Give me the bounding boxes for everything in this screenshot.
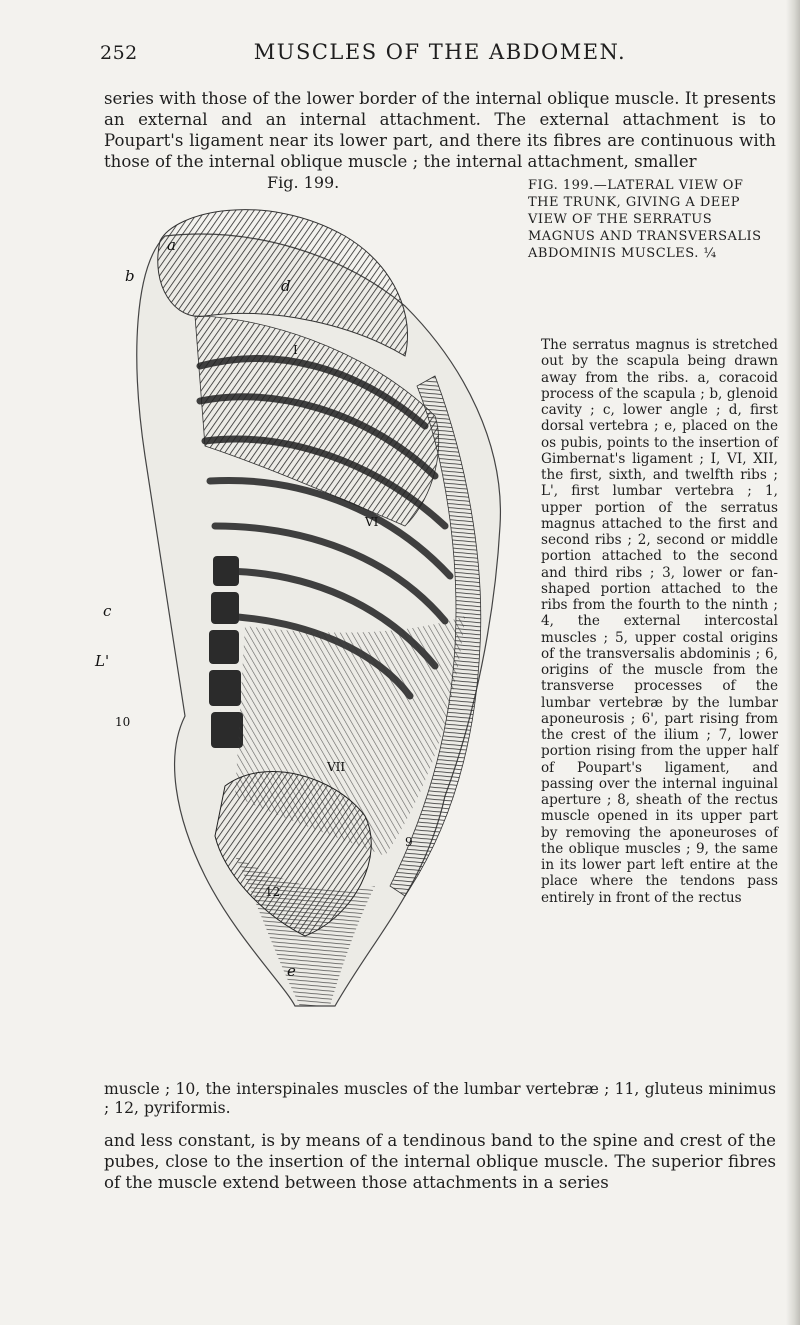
label-b: b: [125, 267, 135, 285]
figure-caption-continuation: muscle ; 10, the interspinales muscles of the lumbar vertebræ ; 11, gluteus minimus ; 12, pyriformis.: [104, 1080, 776, 1117]
label-9: 9: [405, 835, 413, 849]
label-d: d: [281, 277, 291, 295]
body-paragraph-bottom: and less constant, is by means of a tendinous band to the spine and crest of the pubes, close to the insertion of the internal oblique muscle. The superior fibres of the muscle extend between those attachments in a series: [104, 1131, 776, 1192]
label-VI: VI: [365, 515, 379, 529]
label-a: a: [167, 236, 176, 254]
page-number: 252: [100, 42, 138, 64]
figure-caption-title: FIG. 199.—LATERAL VIEW OF THE TRUNK, GIVING A DEEP VIEW OF THE SERRATUS MAGNUS AND TRANSVERSALIS ABDOMINIS MUSCLES. ¼: [528, 178, 762, 261]
label-12: 12: [265, 885, 281, 899]
running-head: MUSCLES OF THE ABDOMEN.: [253, 40, 627, 64]
page-header: [100, 40, 780, 74]
label-c: c: [103, 602, 112, 620]
label-e: e: [287, 962, 296, 980]
figure-label: Fig. 199.: [267, 173, 340, 192]
label-L: L': [95, 652, 110, 670]
label-I: I: [293, 343, 298, 357]
page-edge-shadow: [786, 0, 800, 1325]
label-10: 10: [115, 715, 131, 729]
body-paragraph-top: series with those of the lower border of the internal oblique muscle. It presents an external and an internal attachment. The external attachment is to Poupart's ligament near its lower part, and there its fibres are continuous with those of the internal oblique muscle ; the internal attachment, smaller: [104, 89, 776, 171]
anatomical-illustration: [95, 196, 525, 1021]
label-VII: VII: [327, 760, 346, 774]
figure-caption-body: The serratus magnus is stretched out by the scapula being drawn away from the ribs. a, coracoid process of the scapula ; b, glenoid cavity ; c, lower angle ; d, first dorsal vertebra ; e, placed on the os pubis, points to the insertion of Gimbernat's ligament ; I, VI, XII, the first, sixth, and twelfth ribs ; L', first lumbar vertebra ; 1, upper portion of the serratus magnus attached to the first and second ribs ; 2, second or middle portion attached to the second and third ribs ; 3, lower or fan-shaped portion attached to the ribs from the fourth to the ninth ; 4, the external intercostal muscles ; 5, upper costal origins of the transversalis abdominis ; 6, origins of the muscle from the transverse processes of the lumbar vertebræ by the lumbar aponeurosis ; 6', part rising from the crest of the ilium ; 7, lower portion rising from the upper half of Poupart's ligament, and passing over the internal inguinal aperture ; 8, sheath of the rectus muscle opened in its upper part by removing the aponeuroses of the oblique muscles ; 9, the same in its lower part left entire at the place where the tendons pass entirely in front of the rectus: [541, 337, 778, 906]
